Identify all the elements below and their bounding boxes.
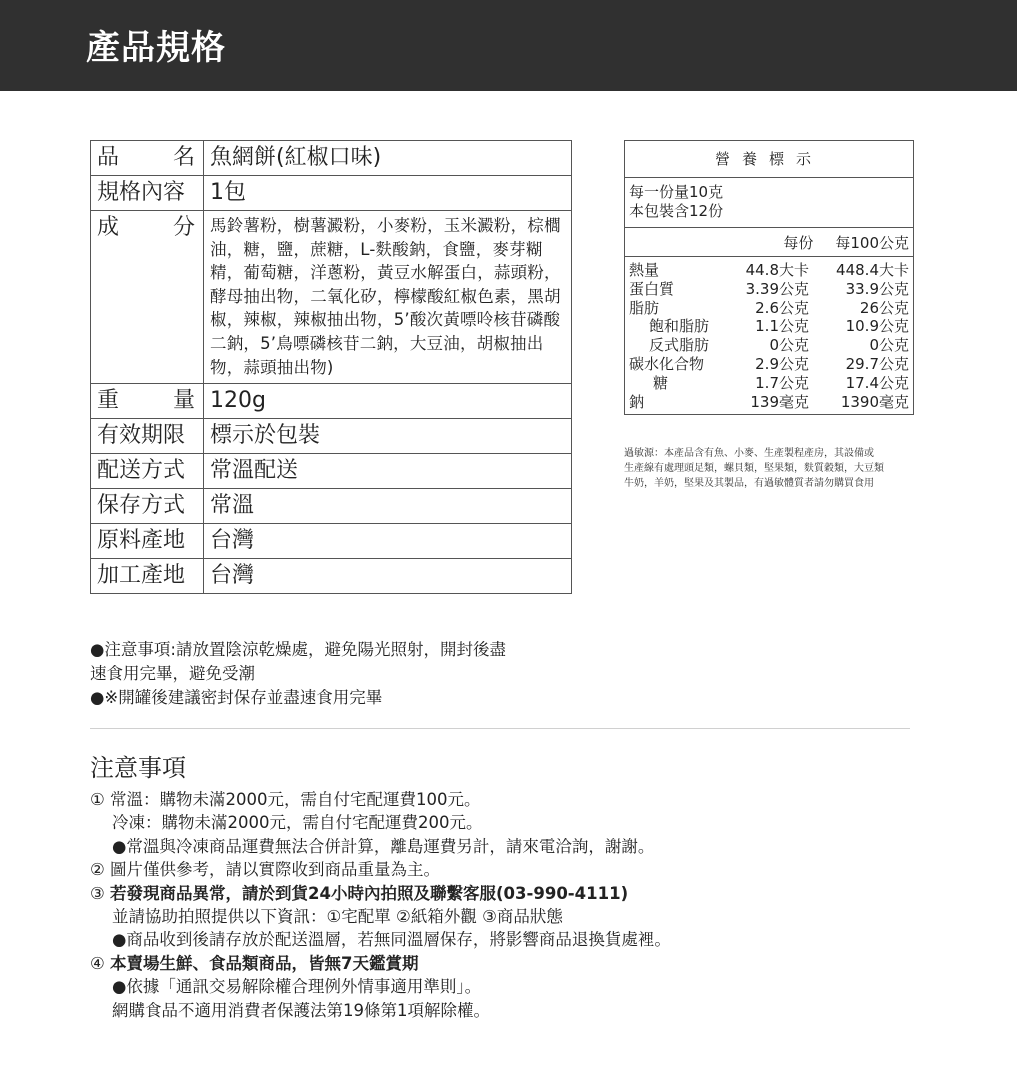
note-line: ●注意事項:請放置陰涼乾燥處，避免陽光照射，開封後盡 bbox=[90, 640, 506, 659]
nutrition-title: 營養標示 bbox=[625, 141, 913, 178]
storage-notes bbox=[90, 638, 506, 710]
col-per-100g: 每100公克 bbox=[835, 234, 909, 252]
spec-label: 保存方式 bbox=[91, 489, 204, 523]
note-line: 速食用完畢，避免受潮 bbox=[90, 664, 255, 683]
care-line: ③ 若發現商品異常，請於到貨24小時內拍照及聯繫客服(03-990-4111) bbox=[90, 883, 629, 903]
nutrition-table bbox=[624, 140, 914, 415]
spec-label: 加工產地 bbox=[91, 559, 204, 593]
spec-value: 台灣 bbox=[210, 563, 255, 589]
section-divider bbox=[90, 728, 910, 729]
care-line: ●常溫與冷凍商品運費無法合併計算，離島運費另計，請來電洽詢，謝謝。 bbox=[112, 836, 655, 856]
spec-value: 台灣 bbox=[210, 528, 255, 554]
spec-label: 配送方式 bbox=[91, 454, 204, 488]
col-per-serving: 每份 bbox=[783, 234, 814, 252]
nutrition-row: 熱量 44.8大卡 448.4大卡 bbox=[629, 261, 909, 279]
nutrition-header bbox=[625, 228, 913, 257]
customer-service-notice: 若發現商品異常，請於到貨24小時內拍照及聯繫客服(03-990-4111) bbox=[110, 883, 629, 903]
spec-table bbox=[90, 140, 572, 594]
spec-row-expiry bbox=[91, 419, 571, 454]
spec-row-name bbox=[91, 141, 571, 176]
spec-label: 品 名 bbox=[91, 141, 204, 175]
care-title: 注意事項 bbox=[90, 754, 186, 782]
care-line: 冷凍：購物未滿2000元，需自付宅配運費200元。 bbox=[112, 813, 483, 833]
servings-count: 本包裝含12份 bbox=[629, 202, 724, 220]
nutrition-serving bbox=[625, 178, 913, 228]
care-line: ●依據「通訊交易解除權合理例外情事適用準則」。 bbox=[112, 977, 482, 997]
header-bar bbox=[0, 0, 1017, 91]
spec-row-storage bbox=[91, 489, 571, 524]
nutrition-row: 碳水化合物 2.9公克 29.7公克 bbox=[629, 354, 909, 373]
nutrition-body bbox=[625, 257, 913, 414]
page-title: 產品規格 bbox=[86, 28, 226, 68]
spec-row-size bbox=[91, 176, 571, 211]
serving-size: 每一份量10克 bbox=[629, 183, 724, 201]
nutrition-row: 蛋白質 3.39公克 33.9公克 bbox=[629, 279, 909, 298]
spec-value: 常溫配送 bbox=[210, 458, 299, 484]
spec-label: 原料產地 bbox=[91, 524, 204, 558]
spec-row-weight bbox=[91, 384, 571, 419]
spec-label: 成 分 bbox=[91, 211, 204, 383]
nutrition-row: 糖 1.7公克 17.4公克 bbox=[653, 373, 909, 392]
ingredients-text: 馬鈴薯粉，樹薯澱粉，小麥粉，玉米澱粉，棕櫚油，糖，鹽，蔗糖，L-麩酸鈉，食鹽，麥芽糊精，葡萄糖，洋蔥粉，黃豆水解蛋白，蒜頭粉，酵母抽出物，二氧化矽，檸檬酸紅椒色素，黑胡椒，辣椒，辣椒抽出物，5’酸次黃嘌呤核苷磷酸二鈉，5’鳥嘌磷核苷二鈉，大豆油，胡椒抽出物，蒜頭抽出物) bbox=[210, 216, 561, 377]
spec-row-origin bbox=[91, 524, 571, 559]
spec-row-processing bbox=[91, 559, 571, 593]
spec-label: 規格內容 bbox=[91, 176, 204, 210]
care-line: ① 常溫：購物未滿2000元，需自付宅配運費100元。 bbox=[90, 790, 481, 809]
spec-row-ingredients bbox=[91, 211, 571, 384]
allergen-notice: 過敏源：本產品含有魚、小麥、生產製程產房，其設備或 生產線有處理頭足類，螺貝類，堅果類，麩質穀類，大豆類 牛奶，羊奶，堅果及其製品，有過敏體質者請勿購買食用 bbox=[624, 448, 884, 489]
spec-label: 重 量 bbox=[91, 384, 204, 418]
note-line: ●※開罐後建議密封保存並盡速食用完畢 bbox=[90, 688, 383, 707]
spec-value: 120g bbox=[210, 388, 266, 414]
care-line: ④ 本賣場生鮮、食品類商品，皆無7天鑑賞期 bbox=[90, 953, 419, 973]
care-line: ●商品收到後請存放於配送溫層，若無同溫層保存，將影響商品退換貨處裡。 bbox=[112, 930, 671, 950]
care-line: 並請協助拍照提供以下資訊：①宅配單 ②紙箱外觀 ③商品狀態 bbox=[112, 907, 563, 927]
spec-value: 1包 bbox=[210, 180, 246, 205]
spec-value: 魚網餅(紅椒口味) bbox=[210, 145, 382, 170]
spec-label: 有效期限 bbox=[91, 419, 204, 453]
care-line: 網購食品不適用消費者保護法第19條第1項解除權。 bbox=[112, 1000, 490, 1020]
no-trial-period-notice: 本賣場生鮮、食品類商品，皆無7天鑑賞期 bbox=[110, 953, 419, 973]
care-line: ② 圖片僅供參考，請以實際收到商品重量為主。 bbox=[90, 860, 441, 880]
nutrition-row: 反式脂肪 0公克 0公克 bbox=[649, 336, 909, 355]
spec-row-delivery bbox=[91, 454, 571, 489]
nutrition-row: 鈉 139毫克 1390毫克 bbox=[629, 392, 909, 411]
spec-value: 標示於包裝 bbox=[210, 423, 321, 449]
nutrition-row: 飽和脂肪 1.1公克 10.9公克 bbox=[649, 317, 909, 336]
care-section bbox=[90, 752, 930, 1022]
nutrition-row: 脂肪 2.6公克 26公克 bbox=[629, 298, 909, 317]
spec-value: 常溫 bbox=[210, 493, 255, 519]
